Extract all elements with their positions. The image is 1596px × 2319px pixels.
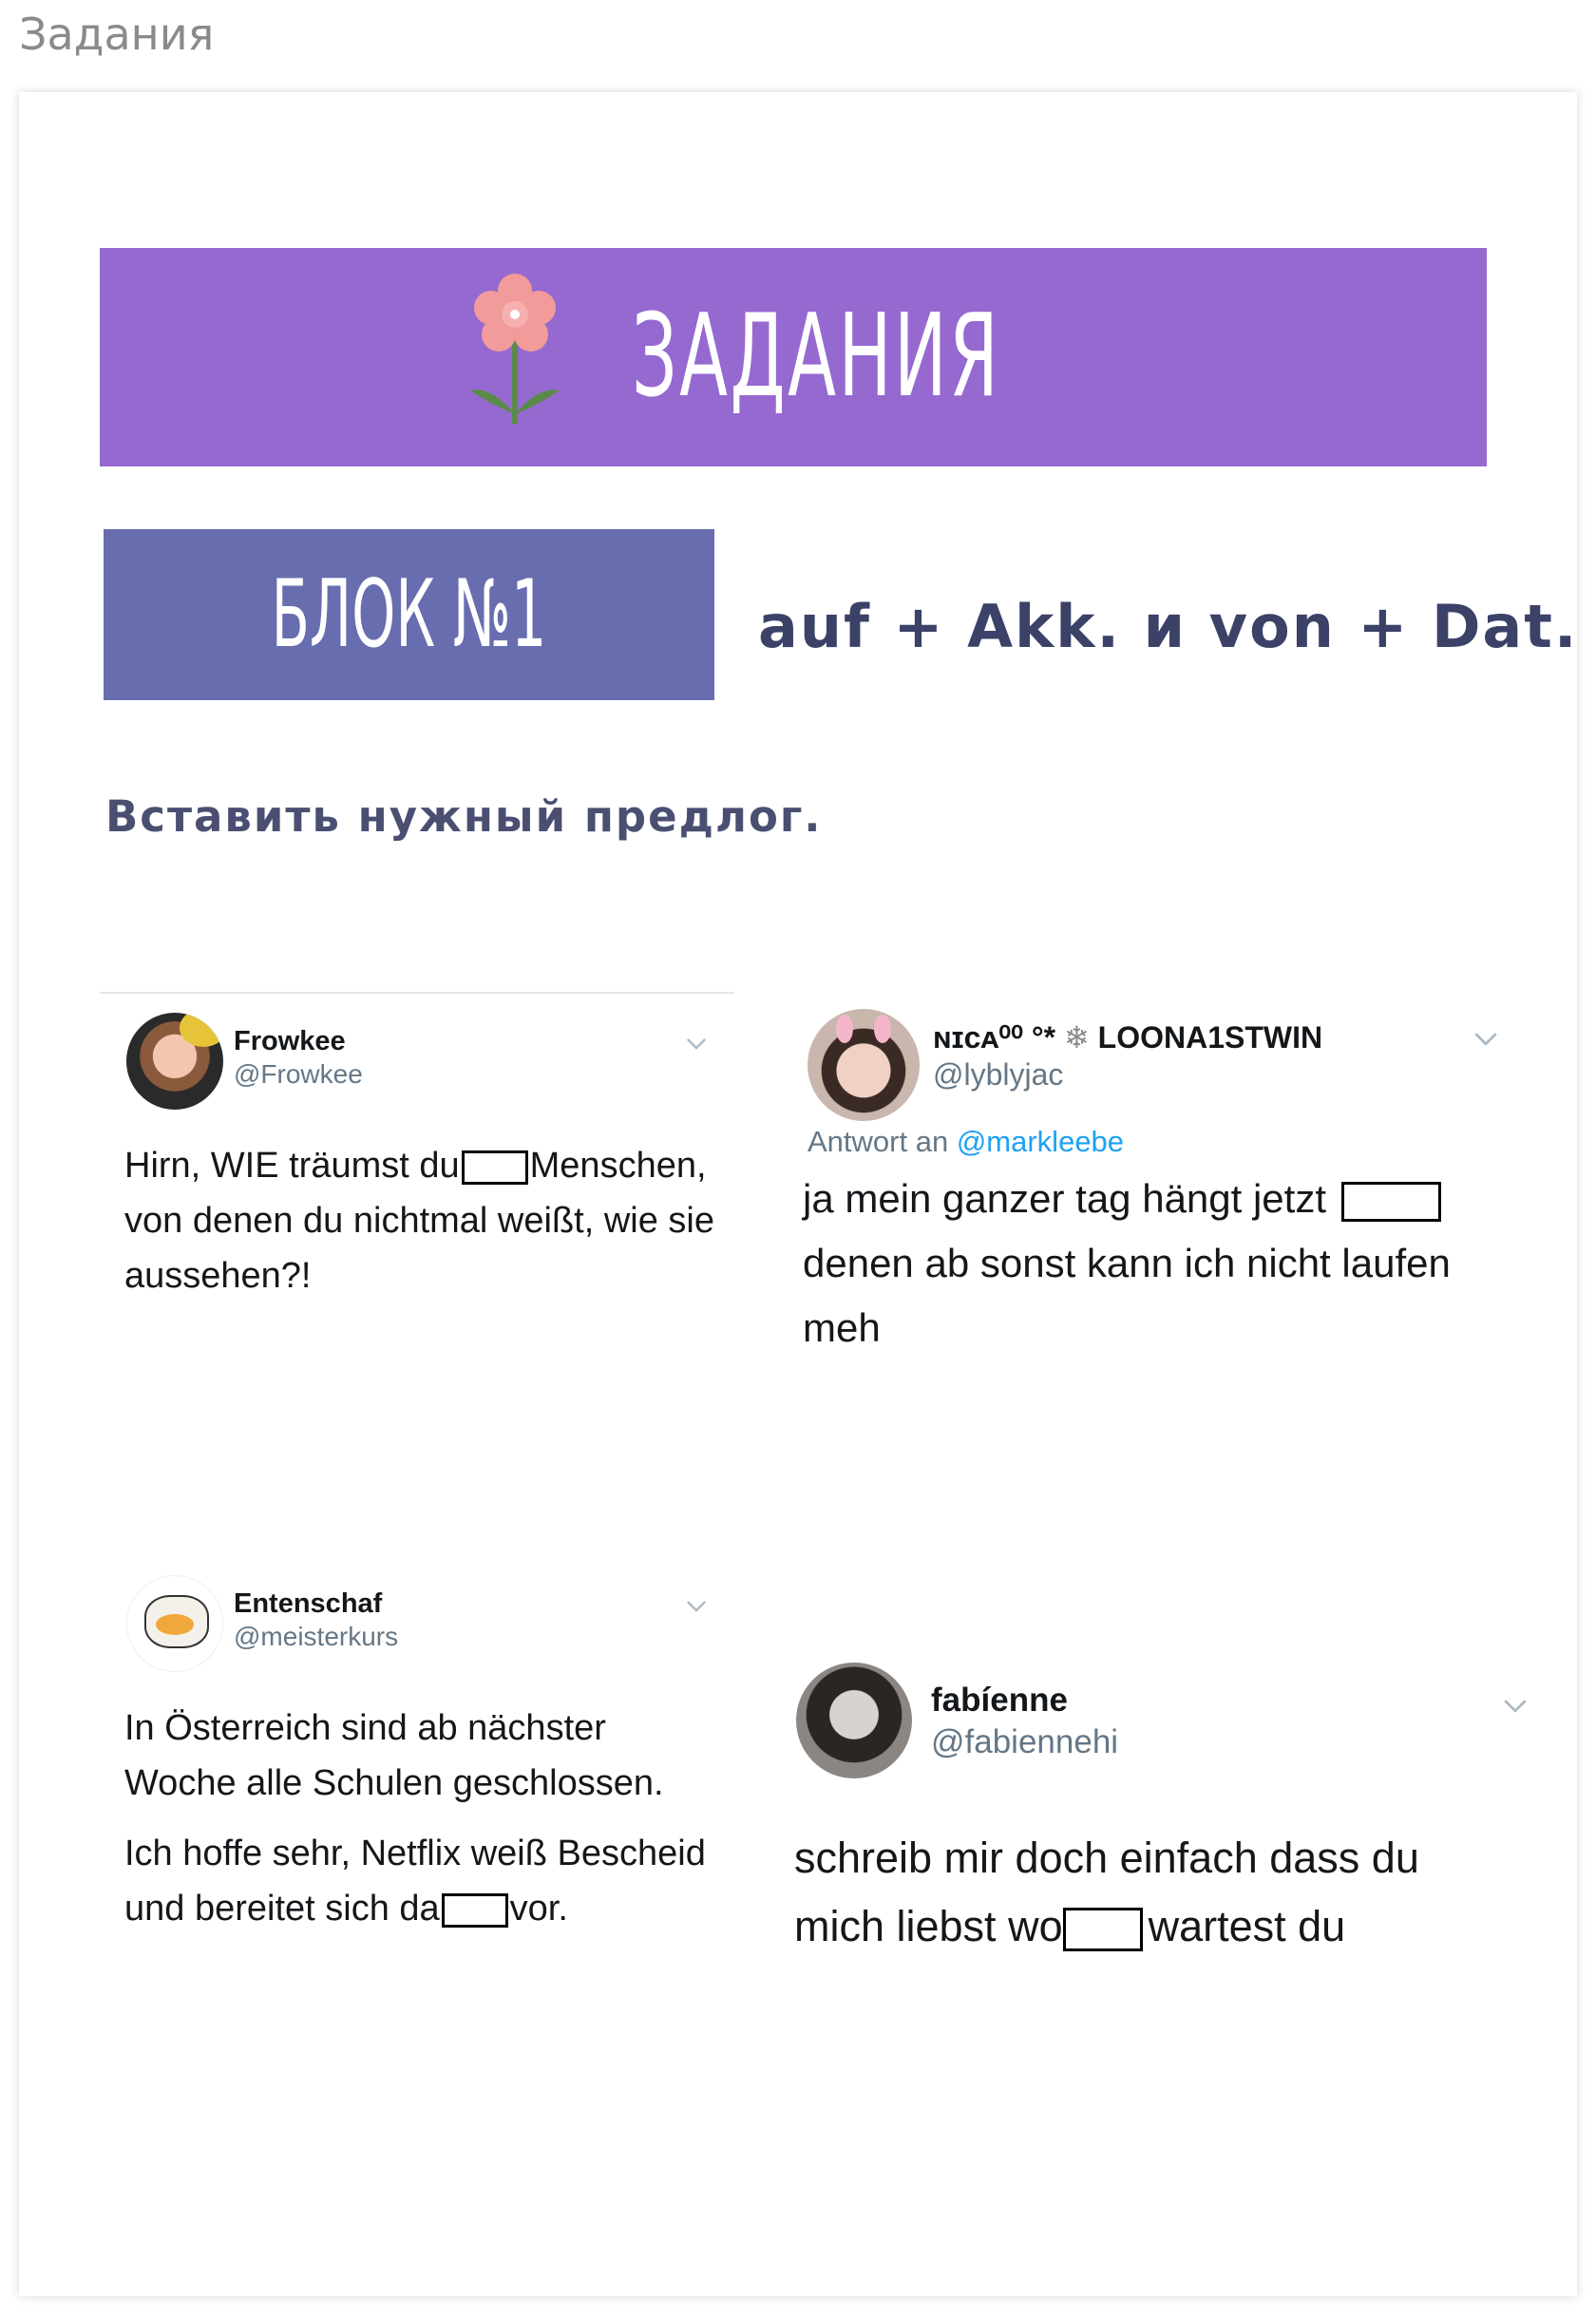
tweet-text-line: aussehen?! <box>124 1256 312 1296</box>
tweet-author-handle: @lyblyjac <box>933 1057 1064 1092</box>
tweet-text-after-gap: wartest du <box>1148 1902 1346 1950</box>
answer-blank[interactable] <box>442 1893 508 1928</box>
tweet-text-line <box>794 1892 1345 1961</box>
answer-blank[interactable] <box>1063 1908 1143 1951</box>
tweet-text-line <box>803 1167 1441 1231</box>
tweet-text-line <box>124 1138 707 1193</box>
tweet-text-after-gap: Menschen, <box>529 1146 707 1186</box>
chevron-down-icon[interactable] <box>1473 1032 1498 1046</box>
flower-icon <box>463 272 567 433</box>
tweet-text-line: denen ab sonst kann ich nicht laufen <box>803 1241 1451 1285</box>
avatar <box>808 1009 920 1121</box>
tweet-author-name: Entenschaf <box>234 1588 383 1619</box>
tweet-text-line: schreib mir doch einfach dass du <box>794 1834 1419 1882</box>
display-name: LOONA1STWIN <box>1097 1020 1323 1055</box>
avatar <box>796 1663 912 1778</box>
tweet-text-before-gap: Hirn, WIE träumst du <box>124 1146 460 1186</box>
chevron-down-icon[interactable] <box>686 1600 707 1612</box>
avatar <box>126 1013 223 1110</box>
chevron-down-icon[interactable] <box>1503 1699 1528 1713</box>
avatar <box>126 1575 223 1672</box>
answer-blank[interactable] <box>462 1150 528 1185</box>
tweet-text-after-gap: vor. <box>509 1889 568 1929</box>
block-label: БЛОК №1 <box>271 561 547 669</box>
exercise-instruction: Вставить нужный предлог. <box>105 791 823 842</box>
banner-title: ЗАДАНИЯ <box>632 291 1001 423</box>
tweet-entenschaf <box>100 1568 734 1948</box>
snowflake-icon: ❄ <box>1063 1020 1090 1055</box>
title-banner <box>100 248 1487 466</box>
tweet-author-handle: @meisterkurs <box>234 1622 399 1651</box>
tweet-text-line: meh <box>803 1305 881 1350</box>
grammar-topic: auf + Akk. и von + Dat. <box>758 592 1579 661</box>
tweet-loona1stwin <box>793 988 1534 1378</box>
tweet-text-before-gap: ja mein ganzer tag hängt jetzt <box>803 1176 1327 1221</box>
name-prefix: ɴɪᴄᴀ⁰⁰ °* <box>933 1020 1056 1055</box>
tweet-text-line: Woche alle Schulen geschlossen. <box>124 1763 664 1803</box>
divider <box>100 992 734 994</box>
tweet-text-before-gap: und bereitet sich da <box>124 1889 440 1929</box>
tweet-author-name <box>933 1019 1322 1055</box>
chevron-down-icon[interactable] <box>686 1037 707 1050</box>
reply-mention-link[interactable]: @markleebe <box>956 1125 1125 1158</box>
tweet-text-before-gap: mich liebst wo <box>794 1902 1063 1950</box>
tweet-author-name: fabíenne <box>931 1682 1068 1719</box>
tweet-frowkee <box>100 1007 734 1321</box>
tweet-author-name: Frowkee <box>234 1026 346 1056</box>
tweet-author-handle: @Frowkee <box>234 1059 363 1089</box>
reply-context <box>808 1121 1124 1163</box>
block-label-box <box>104 529 714 700</box>
page-heading: Задания <box>19 9 215 60</box>
reply-label: Antwort an <box>808 1125 949 1158</box>
tweet-text-line: In Österreich sind ab nächster <box>124 1708 606 1748</box>
tweet-author-handle: @fabiennehi <box>931 1723 1119 1760</box>
tweet-text-line: von denen du nichtmal weißt, wie sie <box>124 1201 714 1241</box>
answer-blank[interactable] <box>1341 1182 1441 1222</box>
tweet-text-line: Ich hoffe sehr, Netflix weiß Bescheid <box>124 1834 706 1873</box>
tweet-text-line <box>124 1881 568 1936</box>
tweet-fabienne <box>788 1653 1548 1976</box>
